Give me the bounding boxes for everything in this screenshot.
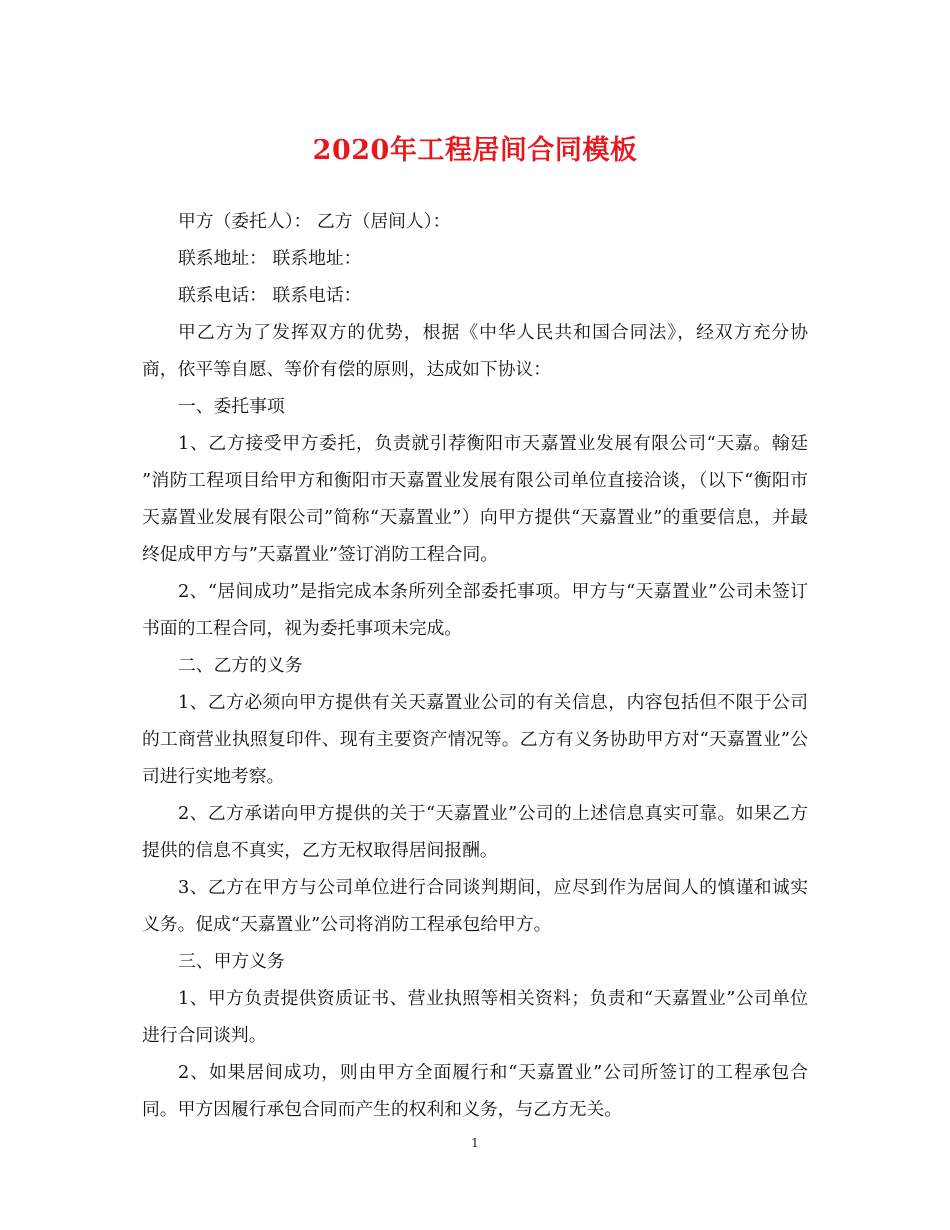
party-b-obligation-clause-2: 2、乙方承诺向甲方提供的关于“天嘉置业”公司的上述信息真实可靠。如果乙方提供的信息不真实，乙方无权取得居间报酬。 — [142, 803, 808, 861]
party-b-obligation-clause-3: 3、乙方在甲方与公司单位进行合同谈判期间，应尽到作为居间人的慎谨和诚实义务。促成“天嘉置业”公司将消防工程承包给甲方。 — [142, 877, 808, 935]
page-number: 1 — [471, 1136, 479, 1150]
section-heading-party-a-obligations: 三、甲方义务 — [178, 951, 285, 972]
contact-phone-line: 联系电话： 联系电话： — [178, 285, 362, 306]
document-body — [142, 203, 808, 1128]
preamble-paragraph: 甲乙方为了发挥双方的优势，根据《中华人民共和国合同法》，经双方充分协商，依平等自愿、等价有偿的原则，达成如下协议： — [142, 322, 808, 380]
section-heading-party-b-obligations: 二、乙方的义务 — [178, 655, 303, 676]
party-names-line: 甲方（委托人）： 乙方（居间人）： — [178, 211, 451, 232]
entrusted-matters-clause-2: 2、“居间成功”是指完成本条所列全部委托事项。甲方与“天嘉置业”公司未签订书面的工程合同，视为委托事项未完成。 — [142, 581, 808, 639]
party-b-obligation-clause-1: 1、乙方必须向甲方提供有关天嘉置业公司的有关信息，内容包括但不限于公司的工商营业执照复印件、现有主要资产情况等。乙方有义务协助甲方对“天嘉置业”公司进行实地考察。 — [142, 692, 808, 787]
contact-address-line: 联系地址： 联系地址： — [178, 248, 362, 269]
party-a-obligation-clause-2: 2、如果居间成功，则由甲方全面履行和“天嘉置业”公司所签订的工程承包合同。甲方因履行承包合同而产生的权利和义务，与乙方无关。 — [142, 1062, 808, 1120]
entrusted-matters-clause-1: 1、乙方接受甲方委托，负责就引荐衡阳市天嘉置业发展有限公司“天嘉。翰廷 ”消防工程项目给甲方和衡阳市天嘉置业发展有限公司单位直接洽谈，（以下“衡阳市天嘉置业发展有限公司”简称“天嘉置业”）向甲方提供“天嘉置业”的重要信息，并最终促成甲方与”天嘉置业”签订消防工程合同。 — [142, 433, 808, 565]
party-a-obligation-clause-1: 1、甲方负责提供资质证书、营业执照等相关资料；负责和“天嘉置业”公司单位进行合同谈判。 — [142, 988, 808, 1046]
document-title: 2020年工程居间合同模板 — [312, 135, 638, 166]
section-heading-entrusted-matters: 一、委托事项 — [178, 396, 285, 417]
